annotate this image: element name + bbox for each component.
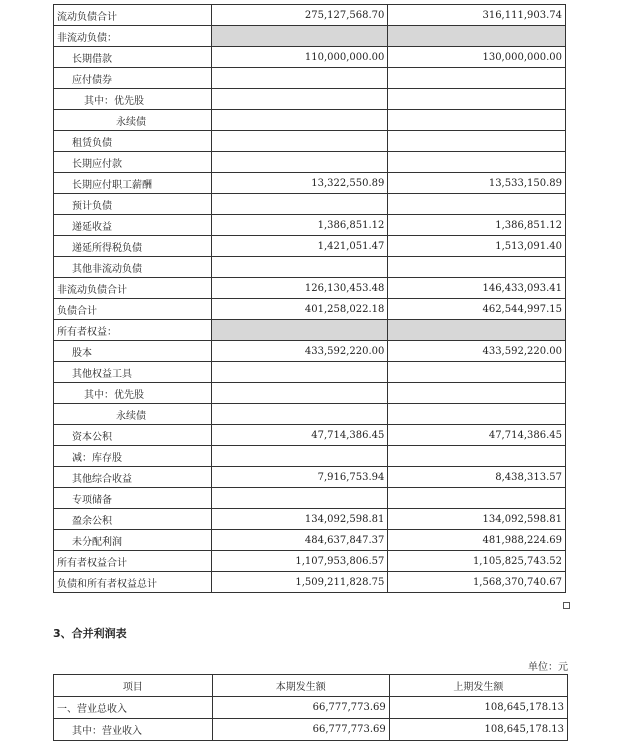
current-value: 275,127,568.70 bbox=[211, 5, 388, 26]
previous-value bbox=[388, 89, 566, 110]
previous-value: 1,568,370,740.67 bbox=[388, 572, 566, 593]
row-label: 其他非流动负债 bbox=[54, 257, 212, 278]
current-value: 401,258,022.18 bbox=[211, 299, 388, 320]
current-value bbox=[211, 194, 388, 215]
row-label: 未分配利润 bbox=[54, 530, 212, 551]
current-value bbox=[211, 404, 388, 425]
previous-value bbox=[388, 68, 566, 89]
income-statement-body bbox=[54, 675, 568, 741]
previous-value: 462,544,997.15 bbox=[388, 299, 566, 320]
previous-value bbox=[388, 383, 566, 404]
row-label: 长期应付职工薪酬 bbox=[54, 173, 212, 194]
current-value bbox=[211, 488, 388, 509]
row-label: 专项储备 bbox=[54, 488, 212, 509]
current-value: 433,592,220.00 bbox=[211, 341, 388, 362]
table-row bbox=[54, 446, 566, 467]
table-row bbox=[54, 509, 566, 530]
income-statement-table bbox=[53, 674, 568, 741]
row-label: 所有者权益： bbox=[54, 320, 212, 341]
header-current-period: 本期发生额 bbox=[212, 675, 389, 697]
table-row bbox=[54, 89, 566, 110]
table-row bbox=[54, 26, 566, 47]
row-label: 永续债 bbox=[54, 110, 212, 131]
previous-value: 108,645,178.13 bbox=[389, 719, 567, 741]
table-row bbox=[54, 110, 566, 131]
current-value bbox=[211, 383, 388, 404]
row-label: 所有者权益合计 bbox=[54, 551, 212, 572]
section-title: 3、合并利润表 bbox=[53, 627, 127, 640]
table-row bbox=[54, 425, 566, 446]
row-label: 其中：优先股 bbox=[54, 383, 212, 404]
row-label: 长期借款 bbox=[54, 47, 212, 68]
previous-value bbox=[388, 257, 566, 278]
table-row bbox=[54, 467, 566, 488]
previous-value bbox=[388, 404, 566, 425]
current-value: 1,107,953,806.57 bbox=[211, 551, 388, 572]
row-label: 递延所得税负债 bbox=[54, 236, 212, 257]
row-label: 盈余公积 bbox=[54, 509, 212, 530]
balance-sheet-table bbox=[53, 4, 566, 593]
current-value bbox=[211, 446, 388, 467]
current-value bbox=[211, 89, 388, 110]
row-label: 长期应付款 bbox=[54, 152, 212, 173]
row-label: 其他权益工具 bbox=[54, 362, 212, 383]
current-value: 484,637,847.37 bbox=[211, 530, 388, 551]
previous-value bbox=[388, 488, 566, 509]
previous-value bbox=[388, 131, 566, 152]
previous-value bbox=[388, 446, 566, 467]
previous-value: 108,645,178.13 bbox=[389, 697, 567, 719]
current-value bbox=[211, 320, 388, 341]
previous-value bbox=[388, 152, 566, 173]
table-row bbox=[54, 194, 566, 215]
current-value bbox=[211, 26, 388, 47]
table-row bbox=[54, 530, 566, 551]
current-value: 13,322,550.89 bbox=[211, 173, 388, 194]
previous-value: 1,386,851.12 bbox=[388, 215, 566, 236]
previous-value: 433,592,220.00 bbox=[388, 341, 566, 362]
current-value: 1,421,051.47 bbox=[211, 236, 388, 257]
previous-value bbox=[388, 194, 566, 215]
current-value: 66,777,773.69 bbox=[212, 697, 389, 719]
balance-sheet-body bbox=[54, 5, 566, 593]
current-value: 66,777,773.69 bbox=[212, 719, 389, 741]
current-value: 47,714,386.45 bbox=[211, 425, 388, 446]
table-row bbox=[54, 572, 566, 593]
current-value bbox=[211, 68, 388, 89]
table-row bbox=[54, 341, 566, 362]
table-row bbox=[54, 697, 568, 719]
row-label: 负债和所有者权益总计 bbox=[54, 572, 212, 593]
table-resize-handle[interactable] bbox=[563, 602, 570, 609]
row-label: 永续债 bbox=[54, 404, 212, 425]
row-label: 负债合计 bbox=[54, 299, 212, 320]
row-label: 股本 bbox=[54, 341, 212, 362]
current-value: 134,092,598.81 bbox=[211, 509, 388, 530]
row-label: 其中：优先股 bbox=[54, 89, 212, 110]
previous-value: 13,533,150.89 bbox=[388, 173, 566, 194]
table-row bbox=[54, 5, 566, 26]
table-row bbox=[54, 719, 568, 741]
header-item: 项目 bbox=[54, 675, 213, 697]
previous-value bbox=[388, 110, 566, 131]
row-label: 资本公积 bbox=[54, 425, 212, 446]
table-row bbox=[54, 320, 566, 341]
row-label: 流动负债合计 bbox=[54, 5, 212, 26]
row-label: 减：库存股 bbox=[54, 446, 212, 467]
previous-value: 1,105,825,743.52 bbox=[388, 551, 566, 572]
current-value bbox=[211, 152, 388, 173]
previous-value bbox=[388, 362, 566, 383]
table-row bbox=[54, 278, 566, 299]
previous-value bbox=[388, 320, 566, 341]
current-value: 7,916,753.94 bbox=[211, 467, 388, 488]
current-value bbox=[211, 362, 388, 383]
table-row bbox=[54, 68, 566, 89]
row-label: 递延收益 bbox=[54, 215, 212, 236]
previous-value: 146,433,093.41 bbox=[388, 278, 566, 299]
table-row bbox=[54, 362, 566, 383]
previous-value: 316,111,903.74 bbox=[388, 5, 566, 26]
table-row bbox=[54, 299, 566, 320]
row-label: 非流动负债合计 bbox=[54, 278, 212, 299]
row-label: 其中：营业收入 bbox=[54, 719, 213, 741]
table-row bbox=[54, 488, 566, 509]
table-row bbox=[54, 236, 566, 257]
row-label: 租赁负债 bbox=[54, 131, 212, 152]
current-value: 110,000,000.00 bbox=[211, 47, 388, 68]
table-row bbox=[54, 404, 566, 425]
previous-value: 481,988,224.69 bbox=[388, 530, 566, 551]
current-value: 1,386,851.12 bbox=[211, 215, 388, 236]
previous-value: 134,092,598.81 bbox=[388, 509, 566, 530]
row-label: 应付债券 bbox=[54, 68, 212, 89]
row-label: 其他综合收益 bbox=[54, 467, 212, 488]
table-row bbox=[54, 47, 566, 68]
unit-label: 单位：元 bbox=[528, 662, 568, 673]
table-row bbox=[54, 152, 566, 173]
table-row bbox=[54, 173, 566, 194]
row-label: 一、营业总收入 bbox=[54, 697, 213, 719]
current-value: 126,130,453.48 bbox=[211, 278, 388, 299]
current-value bbox=[211, 110, 388, 131]
previous-value bbox=[388, 26, 566, 47]
table-row bbox=[54, 215, 566, 236]
previous-value: 47,714,386.45 bbox=[388, 425, 566, 446]
previous-value: 130,000,000.00 bbox=[388, 47, 566, 68]
table-row bbox=[54, 257, 566, 278]
header-previous-period: 上期发生额 bbox=[389, 675, 567, 697]
row-label: 非流动负债： bbox=[54, 26, 212, 47]
current-value bbox=[211, 131, 388, 152]
previous-value: 1,513,091.40 bbox=[388, 236, 566, 257]
table-row bbox=[54, 383, 566, 404]
previous-value: 8,438,313.57 bbox=[388, 467, 566, 488]
current-value bbox=[211, 257, 388, 278]
table-header-row bbox=[54, 675, 568, 697]
current-value: 1,509,211,828.75 bbox=[211, 572, 388, 593]
table-row bbox=[54, 131, 566, 152]
table-row bbox=[54, 551, 566, 572]
row-label: 预计负债 bbox=[54, 194, 212, 215]
